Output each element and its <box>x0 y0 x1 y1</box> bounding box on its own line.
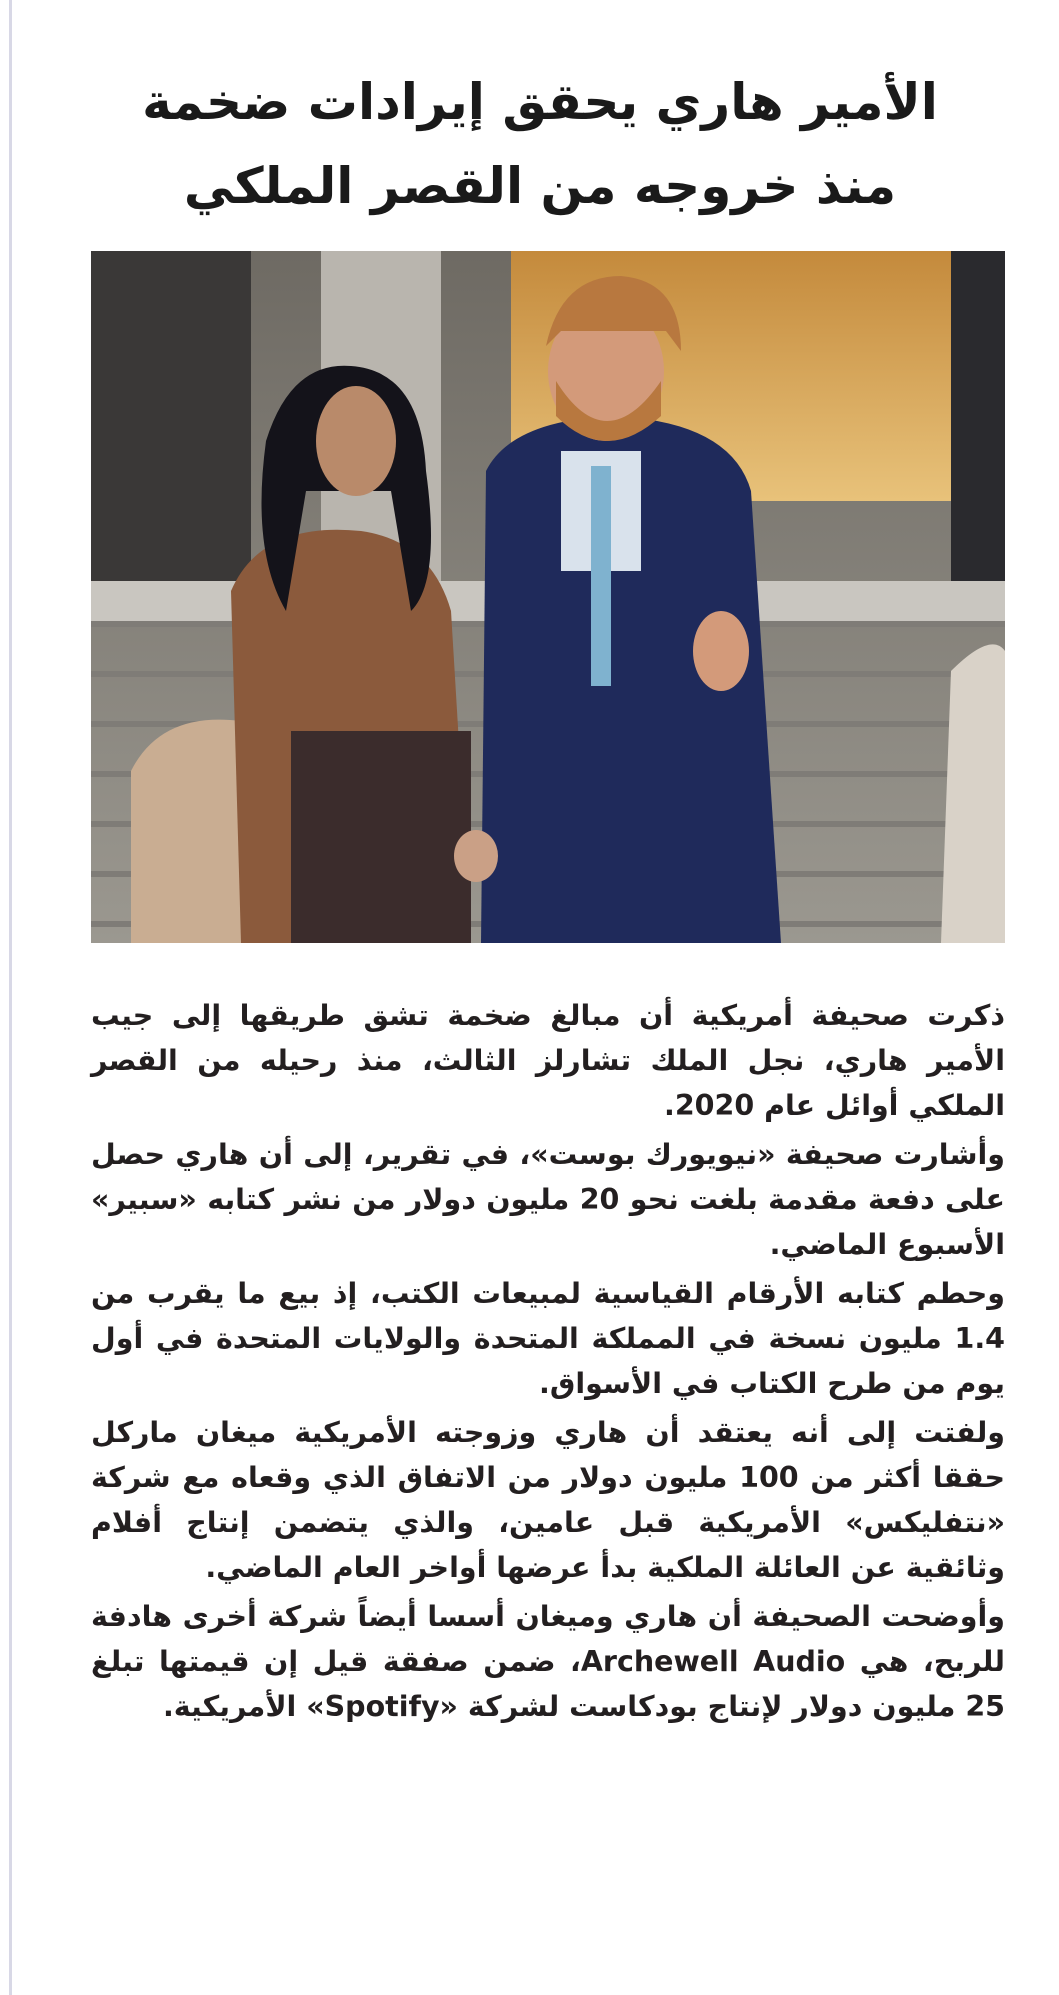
headline-line-1: الأمير هاري يحقق إيرادات ضخمة <box>142 73 938 131</box>
article-paragraph-3: وحطم كتابه الأرقام القياسية لمبيعات الكتب، إذ بيع ما يقرب من 1.4 مليون نسخة في المملكة المتحدة والولايات المتحدة في أول يوم من طرح الكتاب في الأسواق. <box>91 1277 1005 1400</box>
article-body <box>91 993 1005 1733</box>
article-paragraph-1: ذكرت صحيفة أمريكية أن مبالغ ضخمة تشق طريقها إلى جيب الأمير هاري، نجل الملك تشارلز الثالث، منذ رحيله من القصر الملكي أوائل عام 2020. <box>91 999 1005 1122</box>
article-paragraph-2: وأشارت صحيفة «نيويورك بوست»، في تقرير، إلى أن هاري حصل على دفعة مقدمة بلغت نحو 20 مليون دولار من نشر كتابه «سبير» الأسبوع الماضي. <box>91 1138 1005 1261</box>
article-photo <box>91 251 1005 943</box>
headline-line-2: منذ خروجه من القصر الملكي <box>183 157 897 215</box>
article-paragraph-5: وأوضحت الصحيفة أن هاري وميغان أسسا أيضاً شركة أخرى هادفة للربح، هي Archewell Audio، ضمن صفقة قيل إن قيمتها تبلغ 25 مليون دولار لإنتاج بودكاست لشركة «Spotify» الأمريكية. <box>91 1600 1006 1723</box>
photo-icon <box>91 251 1005 943</box>
article-paragraph-4: ولفتت إلى أنه يعتقد أن هاري وزوجته الأمريكية ميغان ماركل حققا أكثر من 100 مليون دولار من الاتفاق الذي وقعاه مع شركة «نتفليكس» الأمريكية قبل عامين، والذي يتضمن إنتاج أفلام وثائقية عن العائلة الملكية بدأ عرضها أواخر العام الماضي. <box>91 1416 1006 1584</box>
page-left-rule <box>9 0 12 1995</box>
article-headline <box>60 60 1020 228</box>
